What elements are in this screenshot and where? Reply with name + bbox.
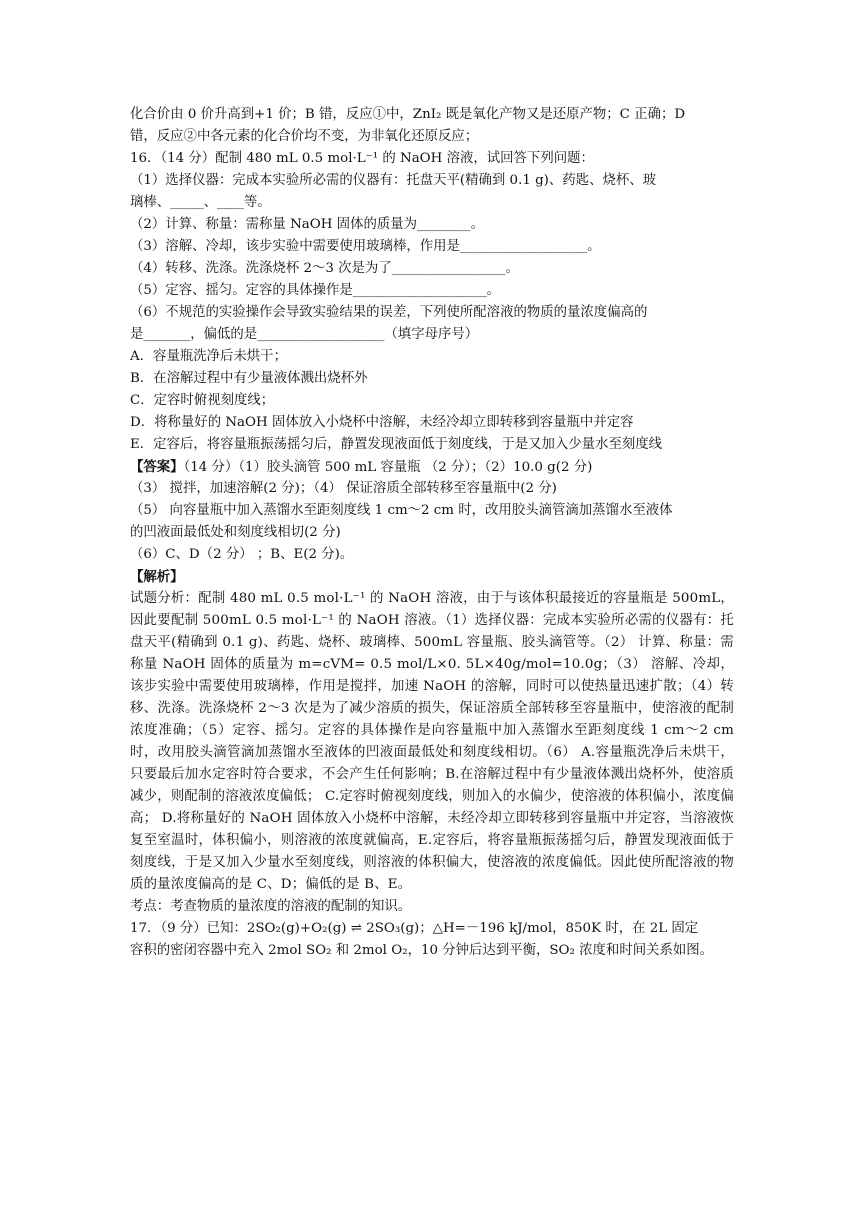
analysis-label: 【解析】 bbox=[130, 569, 184, 585]
question-16-part-6b: 是_______，偏低的是___________________（填字母序号） bbox=[130, 327, 479, 342]
answer-line-6: （6）C、D（2 分） ；B、E(2 分)。 bbox=[130, 547, 354, 562]
option-b: B．在溶解过程中有少量液体溅出烧杯外 bbox=[130, 371, 368, 386]
analysis-point: 考点：考查物质的量浓度的溶液的配制的知识。 bbox=[130, 899, 412, 914]
question-16-stem: 16．（14 分）配制 480 mL 0.5 mol·L⁻¹ 的 NaOH 溶液，试回答下列问题： bbox=[130, 151, 594, 166]
question-16-part-2: （2）计算、称量：需称量 NaOH 固体的质量为________。 bbox=[130, 217, 484, 232]
question-16-part-3: （3）溶解、冷却，该步实验中需要使用玻璃棒，作用是___________________。 bbox=[130, 239, 601, 254]
question-16-part-1a: （1）选择仪器：完成本实验所必需的仪器有：托盘天平(精确到 0.1 g)、药匙、烧杯、玻 bbox=[130, 173, 657, 188]
question-16-part-1b: 璃棒、_____、____等。 bbox=[130, 195, 271, 210]
option-e: E．定容后，将容量瓶振荡摇匀后，静置发现液面低于刻度线，于是又加入少量水至刻度线 bbox=[130, 437, 663, 452]
answer-line-1 bbox=[130, 456, 734, 478]
option-c: C．定容时俯视刻度线； bbox=[130, 393, 275, 408]
question-16-part-6a: （6）不规范的实验操作会导致实验结果的误差，下列使所配溶液的物质的量浓度偏高的 bbox=[130, 305, 648, 320]
question-17-line-1: 17．（9 分）已知：2SO₂(g)+O₂(g) ⇌ 2SO₃(g)；△H=－196 kJ/mol，850K 时，在 2L 固定 bbox=[130, 921, 699, 936]
option-a: A．容量瓶洗净后未烘干； bbox=[130, 349, 287, 364]
intro-line-1: 化合价由 0 价升高到+1 价；B 错，反应①中，ZnI₂ 既是氧化产物又是还原产物；C 正确；D bbox=[130, 107, 686, 122]
question-16-part-4: （4）转移、洗涤。洗涤烧杯 2～3 次是为了_________________。 bbox=[130, 261, 519, 276]
option-d: D．将称量好的 NaOH 固体放入小烧杯中溶解，未经冷却立即转移到容量瓶中并定容 bbox=[130, 415, 634, 430]
answer-line-5b: 的凹液面最低处和刻度线相切(2 分) bbox=[130, 525, 341, 540]
document-body bbox=[130, 104, 734, 962]
answer-line-3: （3） 搅拌，加速溶解(2 分)；（4） 保证溶质全部转移至容量瓶中(2 分) bbox=[130, 481, 557, 496]
intro-line-2: 错，反应②中各元素的化合价均不变，为非氧化还原反应； bbox=[130, 129, 479, 144]
answer-text-1: （14 分）（1）胶头滴管 500 mL 容量瓶 （2 分）；（2）10.0 g(2 分) bbox=[183, 460, 593, 475]
question-16-part-5: （5）定容、摇匀。定容的具体操作是____________________。 bbox=[130, 283, 501, 298]
analysis-text: 试题分析：配制 480 mL 0.5 mol·L⁻¹ 的 NaOH 溶液，由于与该体积最接近的容量瓶是 500mL，因此要配制 500mL 0.5 mol·L⁻¹ 的 NaOH 溶液。（1）选择仪器：完成本实验所必需的仪器有：托盘天平(精确到 0.1 g)、药匙、烧杯、玻璃棒、500mL 容量瓶、胶头滴管等。（2） 计算、称量：需称量 NaOH 固体的质量为 m=cVM= 0.5 mol/L×0. 5L×40g/mol=10.0g；（3） 溶解、冷却，该步实验中需要使用玻璃棒，作用是搅拌，加速 NaOH 的溶解，同时可以使热量迅速扩散；（4）转移、洗涤。洗涤烧杯 2～3 次是为了减少溶质的损失，保证溶质全部转移至容量瓶中，使溶液的配制浓度准确；（5）定容、摇匀。定容的具体操作是向容量瓶中加入蒸馏水至距刻度线 1 cm～2 cm 时，改用胶头滴管滴加蒸馏水至液体的凹液面最低处和刻度线相切。（6） A.容量瓶洗净后未烘干，只要最后加水定容时符合要求，不会产生任何影响；B.在溶解过程中有少量液体溅出烧杯外，使溶质减少，则配制的溶液浓度偏低； C.定容时俯视刻度线，则加入的水偏少，使溶液的体积偏小，浓度偏高； D.将称量好的 NaOH 固体放入小烧杯中溶解，未经冷却立即转移到容量瓶中并定容，当溶液恢复至室温时，体积偏小，则溶液的浓度就偏高，E.定容后，将容量瓶振荡摇匀后，静置发现液面低于刻度线，于是又加入少量水至刻度线，则溶液的体积偏大，使溶液的浓度偏低。因此使所配溶液的物质的量浓度偏高的是 C、D；偏低的是 B、E。 bbox=[130, 591, 734, 892]
answer-label: 【答案】 bbox=[130, 459, 184, 475]
answer-line-5a: （5） 向容量瓶中加入蒸馏水至距刻度线 1 cm～2 cm 时，改用胶头滴管滴加蒸馏水至液体 bbox=[130, 503, 673, 518]
question-17-line-2: 容积的密闭容器中充入 2mol SO₂ 和 2mol O₂，10 分钟后达到平衡，SO₂ 浓度和时间关系如图。 bbox=[130, 943, 714, 958]
